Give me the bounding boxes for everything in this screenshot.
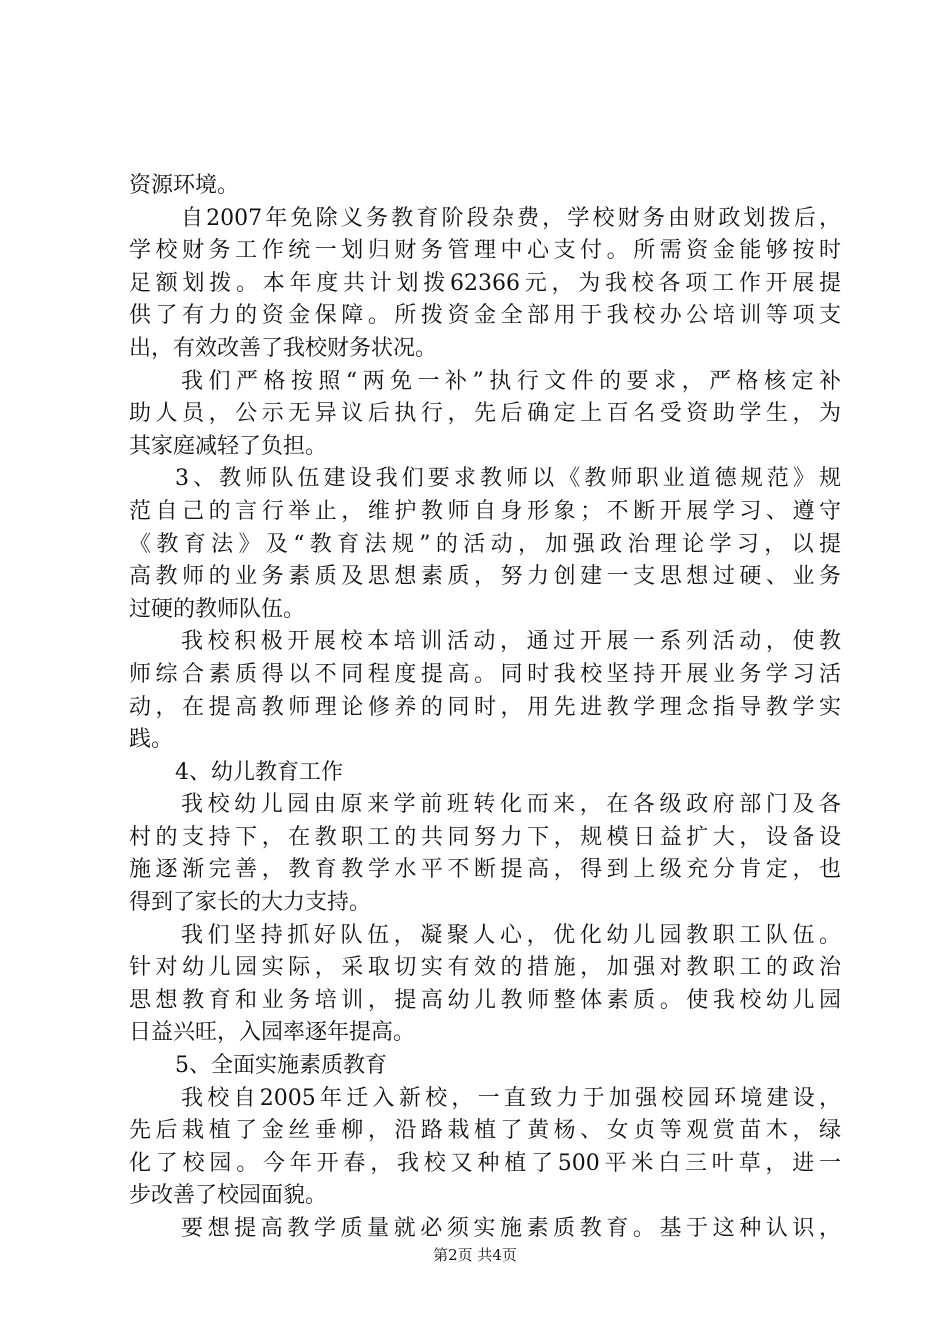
text-line: 要想提高教学质量就必须实施素质教育。基于这种认识， [181,1216,841,1241]
section-heading: 5、全面实施素质教育 [175,1053,387,1079]
text-line: 高教师的业务素质及思想素质，努力创建一支思想过硬、业务 [129,564,841,590]
text-line: 针对幼儿园实际，采取切实有效的措施，加强对教职工的政治 [129,955,841,981]
text-line: 助人员，公示无异议后执行，先后确定上百名受资助学生，为 [129,401,841,427]
text-line: 范自己的言行举止，维护教师自身形象；不断开展学习、遵守 [129,498,841,524]
text-line: 践。 [129,727,174,753]
text-line: 先后栽植了金丝垂柳，沿路栽植了黄杨、女贞等观赏苗木，绿 [129,1118,841,1144]
text-line: 我们坚持抓好队伍，凝聚人心，优化幼儿园教职工队伍。 [181,922,841,948]
text-line: 资源环境。 [129,173,240,198]
text-line: 步改善了校园面貌。 [129,1183,328,1209]
text-line: 《教育法》及“教育法规”的活动，加强政治理论学习，以提 [129,531,841,557]
text-line: 我校幼儿园由原来学前班转化而来，在各级政府部门及各 [181,792,841,818]
body-text [129,170,841,1246]
page-number-footer: 第2页 共4页 [433,1246,517,1264]
text-line: 我们严格按照“两免一补”执行文件的要求，严格核定补 [181,368,841,394]
text-line: 其家庭减轻了负担。 [129,433,328,459]
text-line: 施逐渐完善，教育教学水平不断提高，得到上级充分肯定，也 [129,857,841,883]
text-line: 我校积极开展校本培训活动，通过开展一系列活动，使教 [181,629,841,655]
text-line: 过硬的教师队伍。 [129,596,306,622]
text-line: 供了有力的资金保障。所拨资金全部用于我校办公培训等项支 [129,303,841,329]
text-line: 我校自2005年迁入新校，一直致力于加强校园环境建设， [181,1085,841,1111]
text-line: 动，在提高教师理论修养的同时，用先进教学理念指导教学实 [129,694,841,720]
text-line: 得到了家长的大力支持。 [129,890,372,916]
section-heading-line: 3、教师队伍建设我们要求教师以《教师职业道德规范》规 [175,466,841,492]
text-line: 思想教育和业务培训，提高幼儿教师整体素质。使我校幼儿园 [129,987,841,1013]
text-line: 村的支持下，在教职工的共同努力下，规模日益扩大，设备设 [129,824,841,850]
section-heading: 4、幼儿教育工作 [175,759,343,785]
text-line: 足额划拨。本年度共计划拨62366元，为我校各项工作开展提 [129,270,841,296]
text-line: 师综合素质得以不同程度提高。同时我校坚持开展业务学习活 [129,661,841,687]
text-line: 学校财务工作统一划归财务管理中心支付。所需资金能够按时 [129,238,841,264]
text-line: 出，有效改善了我校财务状况。 [129,335,438,361]
text-line: 自2007年免除义务教育阶段杂费，学校财务由财政划拨后， [181,205,841,231]
text-line: 日益兴旺，入园率逐年提高。 [129,1020,416,1046]
text-line: 化了校园。今年开春，我校又种植了500平米白三叶草，进一 [129,1150,841,1176]
